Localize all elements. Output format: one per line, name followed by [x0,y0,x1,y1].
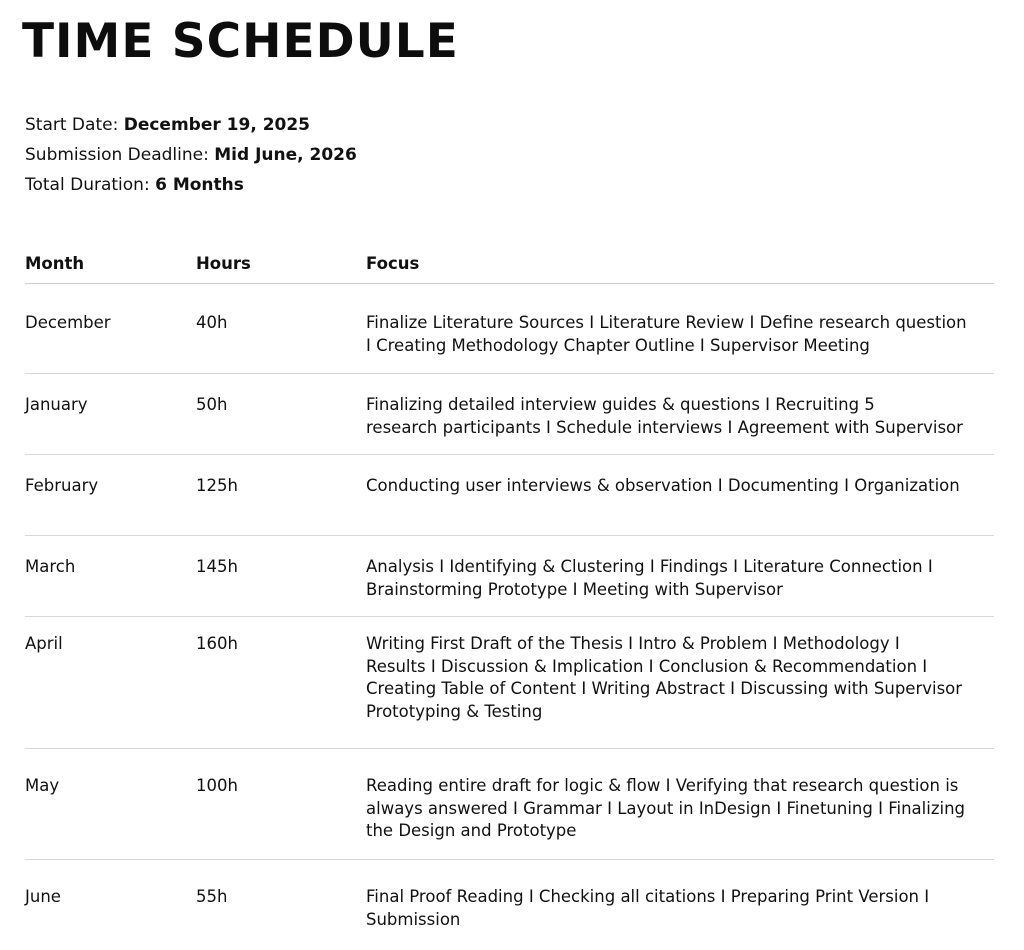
header-focus: Focus [366,254,420,273]
table-row [25,749,994,860]
row-focus [366,475,994,535]
row-month: May [25,776,60,795]
focus-line: Submission [366,909,461,929]
row-month: March [25,557,76,576]
row-hours: 125h [196,476,238,495]
row-focus [366,556,994,616]
focus-line: Writing First Draft of the Thesis I Intro & Problem I Methodology I [366,634,900,653]
focus-line: Brainstorming Prototype I Meeting with Supervisor [366,579,783,599]
schedule-meta [25,110,357,200]
row-hours: 50h [196,395,228,414]
deadline-label: Submission Deadline: [25,145,215,165]
table-row [25,860,994,950]
table-header-row [25,250,994,284]
header-month: Month [25,254,85,273]
row-focus [366,886,994,950]
duration-line [25,170,357,200]
row-hours: 40h [196,313,228,332]
page-title: TIME SCHEDULE [22,14,459,69]
focus-line: Analysis I Identifying & Clustering I Findings I Literature Connection I [366,557,933,576]
table-row [25,455,994,536]
row-focus [366,775,994,859]
focus-line: Finalize Literature Sources I Literature Review I Define research question [366,313,967,332]
start-date-line [25,110,357,140]
row-focus [366,394,994,454]
focus-line: Reading entire draft for logic & flow I Verifying that research question is [366,776,959,795]
table-row [25,617,994,749]
table-row [25,284,994,374]
row-month: February [25,476,99,495]
row-hours: 145h [196,557,238,576]
row-month: January [25,395,88,414]
row-hours: 55h [196,887,228,906]
row-focus [366,312,994,373]
header-hours: Hours [196,254,251,273]
deadline-line [25,140,357,170]
row-month: December [25,313,111,332]
row-hours: 100h [196,776,238,795]
table-row [25,536,994,617]
focus-line: Conducting user interviews & observation I Documenting I Organization [366,476,960,495]
focus-line: Finalizing detailed interview guides & questions I Recruiting 5 [366,395,875,414]
focus-line: always answered I Grammar I Layout in InDesign I Finetuning I Finalizing [366,798,965,818]
focus-line: I Creating Methodology Chapter Outline I Supervisor Meeting [366,335,870,355]
focus-line: Creating Table of Content I Writing Abstract I Discussing with Supervisor [366,679,963,698]
duration-value: 6 Months [155,175,244,195]
focus-line: Prototyping & Testing [366,701,543,721]
focus-line: Results I Discussion & Implication I Conclusion & Recommendation I [366,656,928,676]
row-hours: 160h [196,634,238,653]
focus-line: research participants I Schedule interviews I Agreement with Supervisor [366,417,963,437]
focus-line: the Design and Prototype [366,821,577,840]
row-focus [366,633,994,748]
duration-label: Total Duration: [25,175,156,195]
focus-line: Final Proof Reading I Checking all citations I Preparing Print Version I [366,887,930,906]
table-row [25,374,994,455]
deadline-value: Mid June, 2026 [214,145,357,165]
schedule-table [25,250,994,950]
start-date-value: December 19, 2025 [123,115,311,135]
row-month: June [25,887,61,906]
row-month: April [25,634,63,653]
start-date-label: Start Date: [25,115,124,135]
